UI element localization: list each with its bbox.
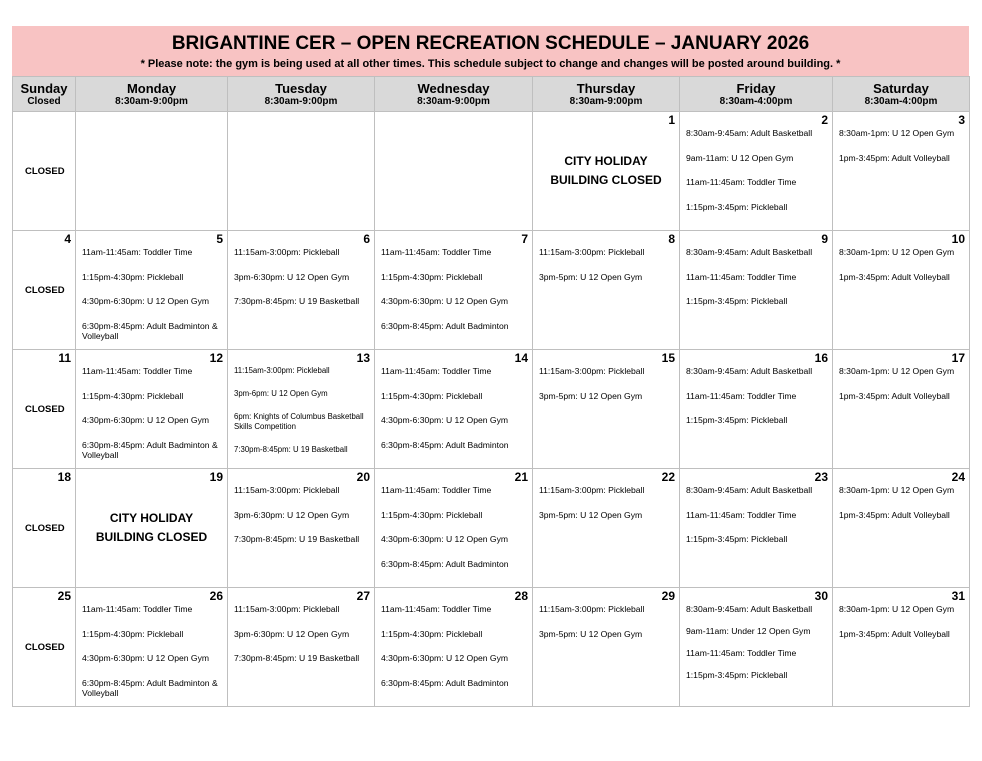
day-number: 15 [661, 351, 675, 365]
event-item: 1:15pm-4:30pm: Pickleball [82, 271, 184, 282]
day-header-friday [680, 77, 833, 112]
event-item: 7:30pm-8:45pm: U 19 Basketball [234, 296, 360, 306]
schedule-sheet [12, 26, 969, 707]
day-number: 4 [64, 232, 71, 246]
event-item: 8:30am-1pm: U 12 Open Gym [839, 366, 955, 376]
event-item: 1:15pm-4:30pm: Pickleball [381, 390, 483, 401]
day-cell [76, 588, 228, 707]
day-name: Thursday [576, 80, 636, 96]
event-list [680, 247, 832, 306]
day-number [375, 112, 532, 128]
event-list [680, 604, 832, 680]
event-item: 1pm-3:45pm: Adult Volleyball [839, 152, 950, 163]
event-list [533, 247, 679, 282]
closed-label: CLOSED [25, 403, 65, 415]
holiday-line-1: CITY HOLIDAY [109, 511, 194, 525]
event-item: 11am-11:45am: Toddler Time [82, 604, 193, 614]
day-cell [680, 588, 833, 707]
event-item: 8:30am-1pm: U 12 Open Gym [839, 128, 955, 138]
event-list [833, 366, 969, 401]
calendar-body [13, 112, 970, 707]
event-item: 11:15am-3:00pm: Pickleball [234, 485, 340, 495]
day-cell [13, 469, 76, 588]
event-list [76, 604, 227, 698]
holiday-notice [533, 128, 679, 190]
event-item: 11am-11:45am: Toddler Time [686, 177, 797, 187]
title-bar [12, 26, 969, 76]
event-item: 1:15pm-4:30pm: Pickleball [82, 390, 184, 401]
event-item: 1:15pm-4:30pm: Pickleball [381, 509, 483, 520]
day-number: 27 [356, 589, 370, 603]
day-cell [13, 112, 76, 231]
event-item: 1:15pm-4:30pm: Pickleball [381, 271, 483, 282]
day-name: Saturday [873, 80, 929, 96]
day-hours: 8:30am-9:00pm [264, 95, 338, 107]
event-item: 11am-11:45am: Toddler Time [686, 648, 797, 658]
event-item: 1pm-3:45pm: Adult Volleyball [839, 390, 950, 401]
day-cell [76, 350, 228, 469]
event-list [375, 366, 532, 450]
event-item: 3pm-6:30pm: U 12 Open Gym [234, 509, 350, 520]
day-number: 16 [814, 351, 828, 365]
day-number: 31 [951, 589, 965, 603]
event-item: 6:30pm-8:45pm: Adult Badminton [381, 320, 509, 331]
holiday-line-2: BUILDING CLOSED [550, 173, 662, 187]
event-list [533, 366, 679, 401]
event-list [228, 604, 374, 663]
day-cell [228, 112, 375, 231]
event-item: 3pm-6:30pm: U 12 Open Gym [234, 628, 350, 639]
day-number: 29 [661, 589, 675, 603]
day-cell [228, 469, 375, 588]
closed-label: CLOSED [25, 284, 65, 296]
day-hours: 8:30am-9:00pm [569, 95, 643, 107]
event-item: 6pm: Knights of Columbus Basketball Skills Competition [234, 412, 364, 431]
day-name: Tuesday [275, 80, 327, 96]
event-item: 8:30am-1pm: U 12 Open Gym [839, 604, 955, 614]
day-cell [375, 231, 533, 350]
event-item: 11:15am-3:00pm: Pickleball [539, 247, 645, 257]
week-row [13, 231, 970, 350]
calendar-table [12, 76, 970, 707]
day-cell [533, 588, 680, 707]
day-number: 21 [514, 470, 528, 484]
day-number: 8 [668, 232, 675, 246]
day-cell [76, 231, 228, 350]
event-item: 1pm-3:45pm: Adult Volleyball [839, 271, 950, 282]
event-list [680, 128, 832, 212]
day-cell [533, 231, 680, 350]
day-number [71, 112, 75, 128]
day-number: 24 [951, 470, 965, 484]
event-item: 1:15pm-3:45pm: Pickleball [686, 670, 788, 680]
day-cell [680, 469, 833, 588]
day-header-sunday [13, 77, 76, 112]
closed-label: CLOSED [25, 165, 65, 177]
event-item: 11am-11:45am: Toddler Time [686, 390, 797, 401]
event-item: 8:30am-9:45am: Adult Basketball [686, 604, 813, 614]
event-item: 11am-11:45am: Toddler Time [82, 366, 193, 376]
day-cell [375, 112, 533, 231]
event-item: 6:30pm-8:45pm: Adult Badminton [381, 677, 509, 688]
event-item: 3pm-5pm: U 12 Open Gym [539, 628, 643, 639]
day-number: 2 [821, 113, 828, 127]
event-item: 1pm-3:45pm: Adult Volleyball [839, 509, 950, 520]
day-number: 26 [209, 589, 223, 603]
event-item: 6:30pm-8:45pm: Adult Badminton [381, 558, 509, 569]
event-list [76, 366, 227, 460]
event-item: 1:15pm-4:30pm: Pickleball [82, 628, 184, 639]
event-item: 7:30pm-8:45pm: U 19 Basketball [234, 445, 348, 454]
event-item: 9am-11am: Under 12 Open Gym [686, 626, 811, 636]
day-cell [228, 588, 375, 707]
day-number: 30 [814, 589, 828, 603]
day-hours: 8:30am-9:00pm [417, 95, 490, 107]
day-number: 12 [209, 351, 223, 365]
event-item: 11am-11:45am: Toddler Time [82, 247, 193, 257]
event-item: 3pm-5pm: U 12 Open Gym [539, 390, 643, 401]
event-list [833, 128, 969, 163]
day-number: 17 [951, 351, 965, 365]
day-number: 25 [57, 589, 71, 603]
day-number: 1 [668, 113, 675, 127]
day-cell [680, 112, 833, 231]
event-item: 8:30am-1pm: U 12 Open Gym [839, 485, 955, 495]
event-item: 11:15am-3:00pm: Pickleball [234, 366, 330, 375]
event-item: 11am-11:45am: Toddler Time [381, 366, 492, 376]
day-number: 6 [363, 232, 370, 246]
schedule-note: * Please note: the gym is being used at all other times. This schedule subject to change and changes will be posted around building. * [140, 58, 841, 70]
day-number: 3 [958, 113, 965, 127]
day-cell [13, 350, 76, 469]
day-number [76, 112, 227, 128]
day-header-tuesday [228, 77, 375, 112]
day-number: 20 [356, 470, 370, 484]
event-item: 1pm-3:45pm: Adult Volleyball [839, 628, 950, 639]
day-cell [76, 112, 228, 231]
closed-label: CLOSED [25, 522, 65, 534]
day-number: 23 [814, 470, 828, 484]
day-number: 5 [216, 232, 223, 246]
day-header-wednesday [375, 77, 533, 112]
day-cell [833, 469, 970, 588]
event-item: 11:15am-3:00pm: Pickleball [539, 485, 645, 495]
day-cell [833, 350, 970, 469]
event-list [76, 247, 227, 341]
day-hours: 8:30am-4:00pm [864, 95, 938, 107]
event-item: 11am-11:45am: Toddler Time [381, 604, 492, 614]
day-header-row [13, 77, 970, 112]
event-list [228, 366, 374, 455]
day-cell [833, 588, 970, 707]
day-number: 28 [514, 589, 528, 603]
event-item: 8:30am-9:45am: Adult Basketball [686, 485, 813, 495]
event-item: 7:30pm-8:45pm: U 19 Basketball [234, 534, 360, 544]
event-list [533, 485, 679, 520]
event-item: 11:15am-3:00pm: Pickleball [539, 604, 645, 614]
day-cell [375, 350, 533, 469]
event-item: 8:30am-9:45am: Adult Basketball [686, 128, 813, 138]
day-number: 11 [58, 351, 71, 365]
closed-label: CLOSED [25, 641, 65, 653]
day-number: 14 [514, 351, 528, 365]
day-hours: Closed [27, 95, 61, 107]
week-row [13, 112, 970, 231]
event-list [228, 247, 374, 306]
day-hours: 8:30am-9:00pm [115, 95, 188, 107]
day-number: 22 [661, 470, 675, 484]
event-item: 6:30pm-8:45pm: Adult Badminton & Volleyball [82, 439, 218, 460]
day-header-thursday [533, 77, 680, 112]
event-list [833, 485, 969, 520]
day-cell [13, 588, 76, 707]
event-item: 1:15pm-3:45pm: Pickleball [686, 534, 788, 544]
day-hours: 8:30am-4:00pm [719, 95, 793, 107]
event-item: 1:15pm-3:45pm: Pickleball [686, 296, 788, 306]
event-item: 6:30pm-8:45pm: Adult Badminton & Volleyball [82, 677, 218, 698]
day-name: Monday [126, 80, 177, 96]
day-number: 7 [521, 232, 528, 246]
event-item: 8:30am-1pm: U 12 Open Gym [839, 247, 955, 257]
page-title: BRIGANTINE CER – OPEN RECREATION SCHEDULE – JANUARY 2026 [171, 33, 810, 54]
holiday-line-2: BUILDING CLOSED [95, 530, 208, 544]
event-item: 11am-11:45am: Toddler Time [381, 485, 492, 495]
event-item: 9am-11am: U 12 Open Gym [686, 152, 794, 163]
day-name: Sunday [20, 80, 68, 96]
event-item: 3pm-5pm: U 12 Open Gym [539, 271, 643, 282]
week-row [13, 469, 970, 588]
day-cell [833, 112, 970, 231]
week-row [13, 588, 970, 707]
event-item: 4:30pm-6:30pm: U 12 Open Gym [381, 296, 509, 306]
event-item: 4:30pm-6:30pm: U 12 Open Gym [82, 296, 210, 306]
event-list [375, 604, 532, 688]
event-item: 11am-11:45am: Toddler Time [686, 271, 797, 282]
event-item: 11:15am-3:00pm: Pickleball [234, 604, 340, 614]
event-item: 1:15pm-4:30pm: Pickleball [381, 628, 483, 639]
event-item: 6:30pm-8:45pm: Adult Badminton & Volleyball [82, 320, 218, 341]
event-item: 11:15am-3:00pm: Pickleball [539, 366, 645, 376]
event-item: 3pm-6:30pm: U 12 Open Gym [234, 271, 350, 282]
day-name: Wednesday [417, 80, 490, 96]
event-list [375, 247, 532, 331]
event-item: 3pm-6pm: U 12 Open Gym [234, 389, 328, 398]
day-cell [76, 469, 228, 588]
day-number: 19 [209, 470, 223, 484]
event-item: 7:30pm-8:45pm: U 19 Basketball [234, 653, 360, 663]
event-list [680, 366, 832, 425]
event-item: 4:30pm-6:30pm: U 12 Open Gym [381, 653, 509, 663]
day-name: Friday [736, 80, 776, 96]
event-list [228, 485, 374, 544]
event-item: 8:30am-9:45am: Adult Basketball [686, 366, 813, 376]
day-cell [833, 231, 970, 350]
day-number: 18 [57, 470, 71, 484]
day-cell [680, 231, 833, 350]
day-cell [680, 350, 833, 469]
day-cell [13, 231, 76, 350]
day-number: 13 [356, 351, 370, 365]
holiday-line-1: CITY HOLIDAY [564, 154, 648, 168]
day-header-monday [76, 77, 228, 112]
day-number: 10 [951, 232, 965, 246]
day-cell [228, 350, 375, 469]
day-cell [533, 112, 680, 231]
event-item: 4:30pm-6:30pm: U 12 Open Gym [82, 415, 210, 425]
day-number: 9 [821, 232, 828, 246]
day-cell [375, 588, 533, 707]
event-item: 4:30pm-6:30pm: U 12 Open Gym [82, 653, 210, 663]
event-item: 3pm-5pm: U 12 Open Gym [539, 509, 643, 520]
day-cell [533, 469, 680, 588]
event-list [375, 485, 532, 569]
week-row [13, 350, 970, 469]
day-header-saturday [833, 77, 970, 112]
event-list [833, 247, 969, 282]
event-item: 11am-11:45am: Toddler Time [381, 247, 492, 257]
day-cell [375, 469, 533, 588]
event-item: 1:15pm-3:45pm: Pickleball [686, 415, 788, 425]
day-cell [228, 231, 375, 350]
event-item: 11am-11:45am: Toddler Time [686, 509, 797, 520]
day-number [228, 112, 374, 128]
event-item: 6:30pm-8:45pm: Adult Badminton [381, 439, 509, 450]
event-item: 4:30pm-6:30pm: U 12 Open Gym [381, 415, 509, 425]
event-item: 1:15pm-3:45pm: Pickleball [686, 201, 788, 212]
event-list [680, 485, 832, 544]
event-item: 8:30am-9:45am: Adult Basketball [686, 247, 813, 257]
holiday-notice [76, 485, 227, 547]
day-cell [533, 350, 680, 469]
event-item: 4:30pm-6:30pm: U 12 Open Gym [381, 534, 509, 544]
event-item: 11:15am-3:00pm: Pickleball [234, 247, 340, 257]
event-list [833, 604, 969, 639]
event-list [533, 604, 679, 639]
